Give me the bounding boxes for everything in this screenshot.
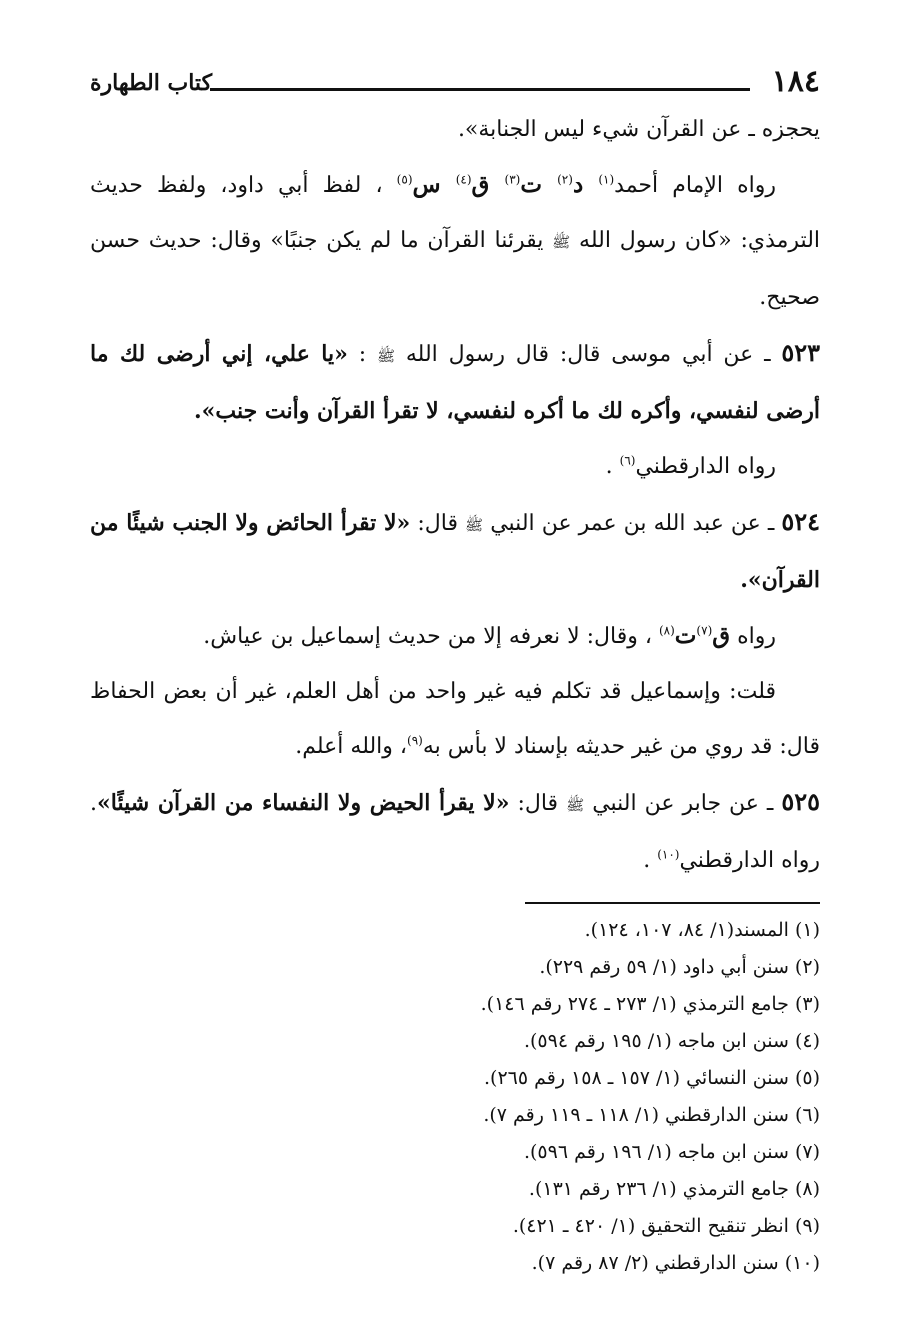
book-title: كتاب الطهارة <box>90 70 213 96</box>
footnote: (٦) سنن الدارقطني (١/ ١١٨ ـ ١١٩ رقم ٧). <box>483 1104 820 1126</box>
hadith-523-source: رواه الدارقطني$^{(٦)}$ . <box>605 453 776 479</box>
footnote-ref: (٤) <box>455 172 472 187</box>
paragraph-takhrij: رواه الإمام أحمد$^{(١)}$ د$^{(٢)}$ ت$^{(٣)}$ ق$^{(٤)}$ س$^{(٥)}$ ، لفظ أبي داود، ولفظ حديث الترمذي: «كان رسول الله ﷺ يقرئنا القرآن ما لم يكن جنبًا» وقال: حديث حسن صحيح. <box>90 171 821 310</box>
footnote-ref: (٣) <box>504 172 521 187</box>
footnote-ref: (٦) <box>619 453 636 468</box>
footnote: (٣) جامع الترمذي (١/ ٢٧٣ ـ ٢٧٤ رقم ١٤٦). <box>480 993 820 1015</box>
salla-glyph: ﷺ <box>566 796 585 814</box>
hadith-number: ٥٢٣ <box>781 338 820 367</box>
salla-glyph: ﷺ <box>376 347 396 365</box>
page-number: ١٨٤ <box>771 64 820 99</box>
footnote: (٨) جامع الترمذي (١/ ٢٣٦ رقم ١٣١). <box>528 1178 820 1200</box>
main-text <box>90 102 820 888</box>
footnote-ref: (٧) <box>696 623 713 638</box>
salla-glyph: ﷺ <box>465 516 484 534</box>
hadith-525: ٥٢٥ ـ عن جابر عن النبي ﷺ قال: «لا يقرأ الحيض ولا النفساء من القرآن شيئًا». رواه الدارقطني$^{(١٠)}$ . <box>90 787 820 873</box>
paragraph-continuation: يحجزه ـ عن القرآن شيء ليس الجنابة». <box>457 117 820 142</box>
footnote: (٤) سنن ابن ماجه (١/ ١٩٥ رقم ٥٩٤). <box>523 1030 820 1052</box>
salla-glyph: ﷺ <box>552 233 571 251</box>
footnote-separator <box>525 902 820 904</box>
footnote: (١) المسند(١/ ٨٤، ١٠٧، ١٢٤). <box>584 919 820 941</box>
book-page <box>90 58 820 1282</box>
page-header <box>90 58 820 102</box>
hadith-524: ٥٢٤ ـ عن عبد الله بن عمر عن النبي ﷺ قال: «لا تقرأ الحائض ولا الجنب شيئًا من القرآن». <box>90 507 820 593</box>
footnote: (١٠) سنن الدارقطني (٢/ ٨٧ رقم ٧). <box>531 1252 820 1274</box>
footnote: (٩) انظر تنقيح التحقيق (١/ ٤٢٠ ـ ٤٢١). <box>512 1215 820 1237</box>
footnotes <box>90 912 820 1282</box>
footnote: (٢) سنن أبي داود (١/ ٥٩ رقم ٢٢٩). <box>539 956 820 978</box>
hadith-text: «لا يقرأ الحيض ولا النفساء من القرآن شيئًا» <box>97 790 510 816</box>
hadith-524-source: رواه ق$^{(٧)}$ت$^{(٨)}$ ، وقال: لا نعرفه إلا من حديث إسماعيل بن عياش. <box>203 622 776 649</box>
hadith-523: ٥٢٣ ـ عن أبي موسى قال: قال رسول الله ﷺ : «يا علي، إني أرضى لك ما أرضى لنفسي، وأكره لك ما أكره لنفسي، لا تقرأ القرآن وأنت جنب». <box>90 338 820 424</box>
footnote-ref: (٥) <box>396 172 413 187</box>
hadith-text: «يا علي، إني أرضى لك ما أرضى لنفسي، وأكره لك ما أكره لنفسي، لا تقرأ القرآن وأنت جنب». <box>90 341 820 424</box>
footnote-ref: (٢) <box>557 172 573 187</box>
footnote-ref: (١٠) <box>657 847 680 862</box>
footnote: (٧) سنن ابن ماجه (١/ ١٩٦ رقم ٥٩٦). <box>523 1141 820 1163</box>
hadith-number: ٥٢٤ <box>781 507 820 536</box>
author-note: قلت: وإسماعيل قد تكلم فيه غير واحد من أهل العلم، غير أن بعض الحفاظ قال: قد روي من غير حديثه بإسناد لا بأس به$^{(٩)}$، والله أعلم. <box>90 679 820 759</box>
footnote-ref: (٨) <box>658 623 675 638</box>
footnote: (٥) سنن النسائي (١/ ١٥٧ ـ ١٥٨ رقم ٢٦٥). <box>483 1067 820 1089</box>
footnote-ref: (١) <box>598 172 615 187</box>
footnote-ref: (٩) <box>407 733 423 748</box>
hadith-text: «لا تقرأ الحائض ولا الجنب شيئًا من القرآن». <box>90 510 820 593</box>
header-rule <box>210 88 750 91</box>
hadith-number: ٥٢٥ <box>781 787 820 816</box>
